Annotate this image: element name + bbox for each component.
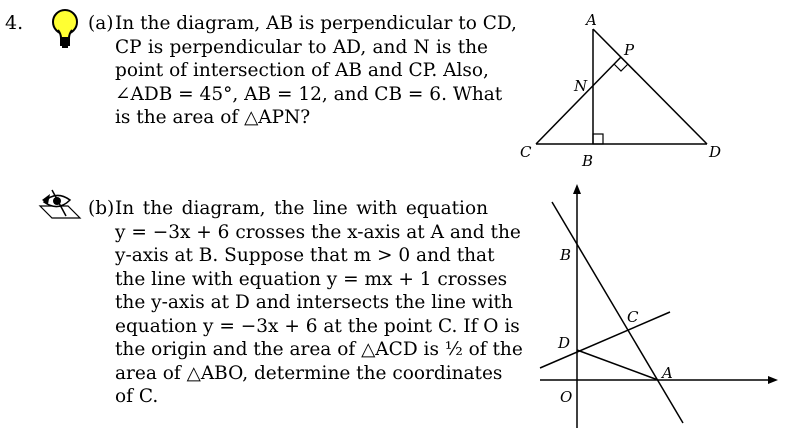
segment-da <box>577 350 658 380</box>
part-a-line: is the area of △APN? <box>115 107 311 128</box>
label-a: A <box>662 364 673 382</box>
label-p: P <box>624 41 635 59</box>
lightbulb-icon <box>50 8 80 50</box>
segment-ad <box>593 29 707 144</box>
right-angle-p <box>614 64 628 71</box>
part-b-text <box>88 197 523 409</box>
part-a-line: point of intersection of AB and CP. Also, <box>115 60 489 81</box>
part-b-line: the origin and the area of △ACD is ½ of the <box>115 339 523 360</box>
part-a-label: (a) <box>88 13 114 34</box>
label-d: D <box>709 143 722 161</box>
diagram-a <box>510 5 740 175</box>
label-b: B <box>560 246 572 264</box>
label-c: C <box>627 308 639 326</box>
label-b: B <box>582 152 594 170</box>
part-b-line: the line with equation y = mx + 1 crosses <box>115 268 508 290</box>
eye-icon <box>36 186 82 222</box>
label-n: N <box>574 77 588 95</box>
segment-cp <box>536 57 621 144</box>
question-number: 4. <box>5 12 24 34</box>
label-d: D <box>558 334 571 352</box>
label-a: A <box>586 11 597 29</box>
x-axis-arrow <box>768 376 778 384</box>
part-b-line: y = −3x + 6 crosses the x-axis at A and the <box>115 221 521 243</box>
y-axis-arrow <box>573 184 581 194</box>
part-b-label: (b) <box>88 198 115 219</box>
part-a-line: CP is perpendicular to AD, and N is the <box>115 36 488 58</box>
part-b-line: area of △ABO, determine the coordinates <box>115 362 503 384</box>
part-b-line: y-axis at B. Suppose that m > 0 and that <box>115 245 495 266</box>
part-a-line: In the diagram, AB is perpendicular to CD, <box>115 13 517 34</box>
part-a-line: ∠ADB = 45°, AB = 12, and CB = 6. What <box>115 83 503 105</box>
part-b-line: the y-axis at D and intersects the line with <box>115 292 513 313</box>
part-b-line: of C. <box>115 386 159 407</box>
part-b-line: In the diagram, the line with equation <box>115 198 488 219</box>
diagram-b <box>520 180 785 435</box>
label-c: C <box>520 143 532 161</box>
right-angle-b <box>593 134 603 144</box>
part-b-line: equation y = −3x + 6 at the point C. If O is <box>115 315 520 337</box>
part-a-text <box>88 12 517 130</box>
label-o: O <box>560 388 573 406</box>
